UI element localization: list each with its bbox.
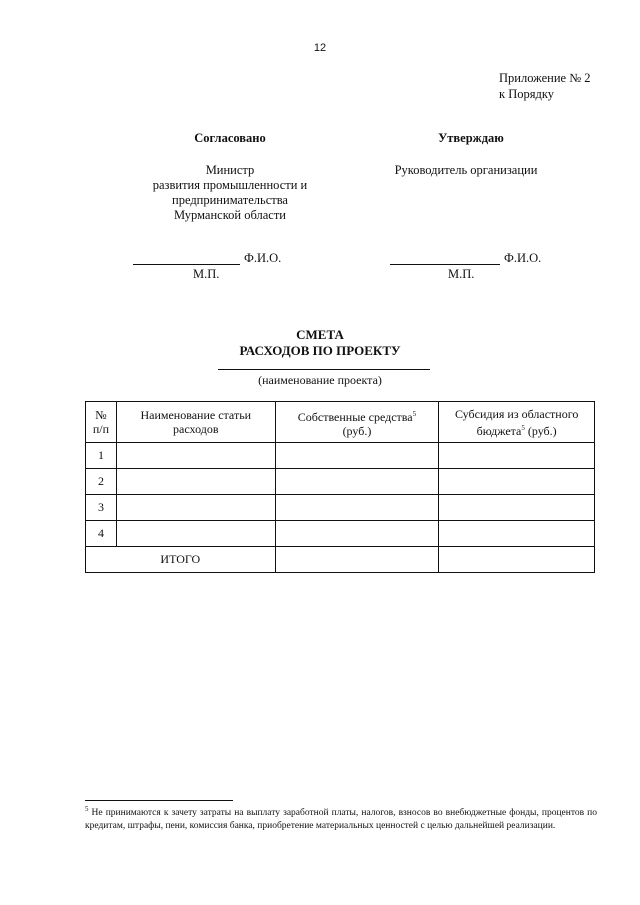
agreed-position-line: Министр [205,163,255,177]
header-text: (руб.) [342,423,372,438]
document-title [0,327,640,359]
subsidy-cell [439,521,595,547]
item-name-cell [116,495,275,521]
own-funds-cell [275,469,439,495]
agreed-position-line: Мурманской области [173,208,286,222]
table-row [86,443,595,469]
total-label: ИТОГО [86,547,276,573]
own-funds-cell [275,443,439,469]
footnote-text: Не принимаются к зачету затраты на выплату заработной платы, налогов, взносов во внебюджетные фонды, процентов по кредитам, штрафы, пени, комиссия банка, приобретение материальных ценностей с целью дальнейшей реализации. [85,808,597,832]
approve-stamp-label: М.П. [448,267,475,281]
agreed-stamp-label: М.П. [193,267,220,281]
agreed-fio-label: Ф.И.О. [244,251,282,265]
footnote-mark: 5 [85,805,89,813]
subsidy-cell [439,469,595,495]
header-text [276,407,439,424]
appendix-line-1: Приложение № 2 [499,71,591,85]
appendix-reference [499,70,591,102]
col-header-number [86,402,117,443]
project-name-caption: (наименование проекта) [258,373,382,387]
item-name-cell [116,469,275,495]
row-number: 3 [86,495,117,521]
table-row [86,469,595,495]
own-funds-cell [275,521,439,547]
header-text: № [95,408,107,422]
col-header-subsidy [439,402,595,443]
row-number: 4 [86,521,117,547]
footnote-ref: 5 [412,409,417,418]
col-header-item-name [116,402,275,443]
header-text: Наименование статьи [140,408,252,422]
row-number: 2 [86,469,117,495]
header-text [439,421,594,438]
own-funds-total-cell [275,547,439,573]
agreed-signature-line [133,264,240,265]
table-header-row [86,402,595,443]
approve-signature-line [390,264,500,265]
header-text: п/п [92,422,110,436]
row-number: 1 [86,443,117,469]
header-text: расходов [173,422,219,436]
title-line-1: СМЕТА [296,327,344,342]
agreed-heading: Согласовано [194,131,266,145]
subsidy-cell [439,495,595,521]
subsidy-cell [439,443,595,469]
subsidy-total-cell [439,547,595,573]
header-text: Субсидия из областного [454,406,579,421]
table-total-row [86,547,595,573]
header-text-part: Собственные средства [297,409,413,424]
title-line-2: РАСХОДОВ ПО ПРОЕКТУ [239,343,401,358]
approve-heading: Утверждаю [438,131,504,145]
agreed-position-line: предпринимательства [172,193,288,207]
footnote-ref: 5 [521,423,525,432]
approve-position-line: Руководитель организации [394,163,538,177]
header-text-part: бюджета [476,423,522,438]
agreed-position-line: развития промышленности и [152,178,308,192]
table-row [86,495,595,521]
footnote [85,803,597,833]
footnote-separator [85,800,233,801]
header-text-part: (руб.) [524,423,557,438]
approve-position [380,163,552,178]
agreed-position [120,163,340,223]
approve-fio-label: Ф.И.О. [504,251,542,265]
estimate-table [85,401,595,573]
item-name-cell [116,443,275,469]
col-header-own-funds [275,402,439,443]
page-number: 12 [313,42,327,54]
item-name-cell [116,521,275,547]
own-funds-cell [275,495,439,521]
table-row [86,521,595,547]
appendix-line-2: к Порядку [499,87,554,101]
project-name-line [218,369,430,370]
